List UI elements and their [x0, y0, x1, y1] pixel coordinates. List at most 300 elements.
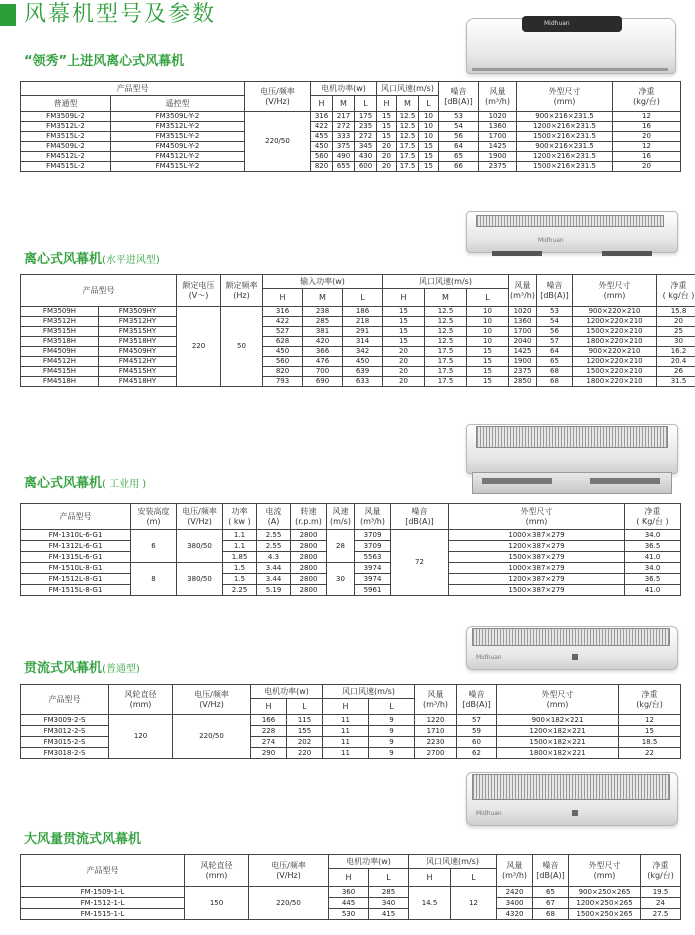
cell: 420	[303, 337, 343, 347]
cell: FM-1515L-8-G1	[21, 585, 131, 596]
cell: 2375	[479, 162, 517, 172]
cell: 900×182×221	[497, 715, 619, 726]
cell: 2420	[497, 887, 533, 898]
cell-voltage: 380/50	[177, 563, 223, 596]
cell: 12.5	[397, 122, 419, 132]
cell: 1200×216×231.5	[517, 122, 613, 132]
cell: 1500×182×221	[497, 737, 619, 748]
cell: 12.5	[425, 337, 467, 347]
header-voltage: 电压/频率 (V/Hz)	[249, 855, 329, 887]
cell: 30	[657, 337, 695, 347]
cell: 17.5	[397, 152, 419, 162]
cell: 20	[613, 162, 681, 172]
cell: 20	[377, 142, 397, 152]
cell: 316	[263, 307, 303, 317]
cell: FM4518H	[21, 377, 99, 387]
cell: 20	[383, 377, 425, 387]
cell: 53	[439, 112, 479, 122]
cell: FM4515L-2	[21, 162, 111, 172]
cell: FM-1515-1-L	[21, 909, 185, 920]
header-weight: 净重 (kg/台)	[619, 685, 681, 715]
cell: 291	[343, 327, 383, 337]
header-L: L	[451, 869, 497, 887]
spec-table-4	[20, 684, 681, 759]
section-title: 离心式风幕机(水平进风型)	[24, 252, 160, 267]
cell: FM3509H	[21, 307, 99, 317]
cell: 15	[467, 357, 509, 367]
cell: 12	[613, 142, 681, 152]
cell-speed: 30	[327, 563, 355, 596]
cell: 450	[263, 347, 303, 357]
cell: 15	[467, 377, 509, 387]
cell: 11	[323, 748, 369, 759]
cell: 422	[263, 317, 303, 327]
cell: 54	[439, 122, 479, 132]
cell: 60	[457, 737, 497, 748]
cell-speed: 28	[327, 530, 355, 563]
cell-voltage: 220/50	[245, 112, 311, 172]
cell: 527	[263, 327, 303, 337]
brand-logo: Midhuan	[476, 654, 502, 661]
cell: 1500×216×231.5	[517, 132, 613, 142]
cell: 19.5	[641, 887, 681, 898]
cell: 1500×220×210	[573, 327, 657, 337]
cell: FM3512L-2	[21, 122, 111, 132]
cell: 235	[355, 122, 377, 132]
header-M: M	[425, 289, 467, 307]
cell: 1000×387×279	[449, 530, 625, 541]
section-title: 大风量贯流式风幕机	[24, 832, 142, 847]
cell: 12.5	[397, 112, 419, 122]
cell: 12.5	[425, 327, 467, 337]
cell: 345	[355, 142, 377, 152]
cell: 10	[467, 307, 509, 317]
cell: 3709	[355, 541, 391, 552]
cell: 1425	[479, 142, 517, 152]
header-power: 电机功率(w)	[329, 855, 409, 869]
cell: FM4509HY	[99, 347, 177, 357]
header-noise: 噪音 [dB(A)]	[457, 685, 497, 715]
cell: 68	[537, 377, 573, 387]
cell: 793	[263, 377, 303, 387]
cell: 24	[641, 898, 681, 909]
cell: 20	[383, 367, 425, 377]
cell: 2.25	[223, 585, 257, 596]
cell: 15.8	[657, 307, 695, 317]
header-weight: 净重 ( kg/台 )	[657, 275, 695, 307]
cell: 10	[419, 122, 439, 132]
cell: 1.1	[223, 541, 257, 552]
cell: 15	[383, 307, 425, 317]
cell: 62	[457, 748, 497, 759]
cell-speed-h: 14.5	[409, 887, 451, 920]
cell: 20	[377, 162, 397, 172]
spec-table-3	[20, 503, 681, 596]
header-L: L	[287, 699, 323, 715]
cell: 65	[537, 357, 573, 367]
cell: 422	[311, 122, 333, 132]
cell-voltage: 380/50	[177, 530, 223, 563]
cell: 15	[377, 132, 397, 142]
cell: 820	[263, 367, 303, 377]
cell: FM3515HY	[99, 327, 177, 337]
cell: 820	[311, 162, 333, 172]
cell: 16	[613, 122, 681, 132]
cell: 17.5	[425, 357, 467, 367]
cell: FM3515L-2	[21, 132, 111, 142]
cell: 5563	[355, 552, 391, 563]
cell: 11	[323, 726, 369, 737]
header-size: 外型尺寸 (mm)	[569, 855, 641, 887]
cell: 340	[369, 898, 409, 909]
cell: FM3518HY	[99, 337, 177, 347]
cell: 20	[613, 132, 681, 142]
cell: 67	[533, 898, 569, 909]
cell: FM3009-2-S	[21, 715, 109, 726]
cell: 20	[383, 357, 425, 367]
cell: 238	[303, 307, 343, 317]
cell: FM3515L-Y-2	[111, 132, 245, 142]
cell: 1425	[509, 347, 537, 357]
header-H: H	[263, 289, 303, 307]
cell: 700	[303, 367, 343, 377]
cell: 17.5	[425, 347, 467, 357]
page-title: 风幕机型号及参数	[24, 2, 217, 27]
cell: 2700	[415, 748, 457, 759]
header-speed: 风口风速(m/s)	[377, 82, 439, 96]
header-weight: 净重 (kg/台)	[613, 82, 681, 112]
header-normal: 普通型	[21, 96, 111, 112]
cell: FM-1509-1-L	[21, 887, 185, 898]
cell: 68	[533, 909, 569, 920]
cell: 10	[467, 317, 509, 327]
cell: 15	[383, 337, 425, 347]
header-airflow: 风量 (m³/h)	[355, 504, 391, 530]
cell: 333	[333, 132, 355, 142]
cell: 65	[533, 887, 569, 898]
header-power: 功率 ( kw )	[223, 504, 257, 530]
cell: FM-1312L-6-G1	[21, 541, 131, 552]
header-H: H	[323, 699, 369, 715]
cell: 1500×387×279	[449, 585, 625, 596]
cell: 1900	[479, 152, 517, 162]
cell: 2800	[291, 563, 327, 574]
cell: 34.0	[625, 563, 681, 574]
header-H: H	[377, 96, 397, 112]
cell: 381	[303, 327, 343, 337]
header-size: 外型尺寸 (mm)	[517, 82, 613, 112]
header-noise: 噪音 [dB(A)]	[439, 82, 479, 112]
cell: FM-1512-1-L	[21, 898, 185, 909]
cell: 450	[343, 357, 383, 367]
header-M: M	[397, 96, 419, 112]
header-noise: 噪音 [dB(A)]	[537, 275, 573, 307]
cell: 10	[467, 337, 509, 347]
cell: 1500×250×265	[569, 909, 641, 920]
cell: 16.2	[657, 347, 695, 357]
cell: 2040	[509, 337, 537, 347]
cell: FM-1310L-6-G1	[21, 530, 131, 541]
header-voltage: 电压/频率 (V/Hz)	[173, 685, 251, 715]
cell: 900×216×231.5	[517, 142, 613, 152]
cell: FM3018-2-S	[21, 748, 109, 759]
header-weight: 净重 ( Kg/台 )	[625, 504, 681, 530]
cell: 9	[369, 726, 415, 737]
cell: 3974	[355, 563, 391, 574]
cell: FM4512HY	[99, 357, 177, 367]
cell: 11	[323, 715, 369, 726]
cell: 3.44	[257, 563, 291, 574]
cell: 2230	[415, 737, 457, 748]
cell: 314	[343, 337, 383, 347]
cell: 600	[355, 162, 377, 172]
cell: 1020	[479, 112, 517, 122]
cell: 25	[657, 327, 695, 337]
cell: FM3515H	[21, 327, 99, 337]
cell: 3709	[355, 530, 391, 541]
air-curtain-image-2	[462, 207, 680, 261]
cell: 3974	[355, 574, 391, 585]
header-H: H	[329, 869, 369, 887]
cell: 366	[303, 347, 343, 357]
cell: 15	[419, 142, 439, 152]
cell: 15	[383, 327, 425, 337]
header-power: 电机功率(w)	[251, 685, 323, 699]
cell-voltage: 220/50	[249, 887, 329, 920]
cell: 9	[369, 748, 415, 759]
cell: FM-1512L-8-G1	[21, 574, 131, 585]
header-voltage: 额定电压 (V～)	[177, 275, 221, 307]
cell: FM4512L-Y-2	[111, 152, 245, 162]
title-accent-bar	[0, 4, 16, 26]
cell: 20	[377, 152, 397, 162]
air-curtain-image-3	[462, 420, 680, 498]
cell: 15	[467, 367, 509, 377]
cell: 59	[457, 726, 497, 737]
header-L: L	[343, 289, 383, 307]
cell: 9	[369, 737, 415, 748]
header-size: 外型尺寸 (mm)	[497, 685, 619, 715]
header-speed: 风口风速(m/s)	[323, 685, 415, 699]
spec-table-1	[20, 81, 681, 172]
cell: FM4509L-2	[21, 142, 111, 152]
cell-diameter: 120	[109, 715, 173, 759]
cell: 15	[619, 726, 681, 737]
cell: 1.5	[223, 563, 257, 574]
cell: 166	[251, 715, 287, 726]
cell: 272	[355, 132, 377, 142]
cell: FM3512H	[21, 317, 99, 327]
header-H: H	[251, 699, 287, 715]
air-curtain-image-5	[462, 768, 680, 830]
cell: 12.5	[397, 132, 419, 142]
brand-logo: Midhuan	[538, 237, 564, 244]
header-airflow: 风量 (m³/h)	[497, 855, 533, 887]
cell: FM-1315L-6-G1	[21, 552, 131, 563]
header-noise: 噪音 [dB(A)]	[391, 504, 449, 530]
cell: 17.5	[425, 367, 467, 377]
cell: 2800	[291, 552, 327, 563]
cell: 57	[457, 715, 497, 726]
header-power: 电机功率(w)	[311, 82, 377, 96]
cell: 455	[311, 132, 333, 142]
cell: FM3518H	[21, 337, 99, 347]
cell: 56	[537, 327, 573, 337]
cell: 1360	[479, 122, 517, 132]
cell: 31.5	[657, 377, 695, 387]
cell: 2800	[291, 574, 327, 585]
header-M: M	[333, 96, 355, 112]
cell: 17.5	[425, 377, 467, 387]
cell: FM-1510L-8-G1	[21, 563, 131, 574]
cell: 1500×387×279	[449, 552, 625, 563]
cell: 1360	[509, 317, 537, 327]
header-airflow: 风量 (m³/h)	[415, 685, 457, 715]
cell: 115	[287, 715, 323, 726]
cell: 900×220×210	[573, 307, 657, 317]
header-size: 外型尺寸 (mm)	[449, 504, 625, 530]
cell: 415	[369, 909, 409, 920]
cell: 290	[251, 748, 287, 759]
cell: 1800×220×210	[573, 337, 657, 347]
cell: 20	[657, 317, 695, 327]
cell: 1000×387×279	[449, 563, 625, 574]
cell: 12.5	[425, 317, 467, 327]
cell: 17.5	[397, 162, 419, 172]
header-speed: 风口风速(m/s)	[383, 275, 509, 289]
cell: 56	[439, 132, 479, 142]
cell: 15	[419, 162, 439, 172]
cell: 530	[329, 909, 369, 920]
header-H: H	[383, 289, 425, 307]
cell: 3.44	[257, 574, 291, 585]
cell: 220	[287, 748, 323, 759]
cell: 285	[369, 887, 409, 898]
header-rpm: 转速 (r.p.m)	[291, 504, 327, 530]
cell: 10	[419, 132, 439, 142]
header-model: 产品型号	[21, 82, 245, 96]
cell: 1200×387×279	[449, 541, 625, 552]
cell: 12	[613, 112, 681, 122]
header-H: H	[409, 869, 451, 887]
header-L: L	[369, 699, 415, 715]
cell-height: 6	[131, 530, 177, 563]
cell: 15	[419, 152, 439, 162]
spec-table-2	[20, 274, 695, 387]
cell: 4.3	[257, 552, 291, 563]
cell: 1710	[415, 726, 457, 737]
header-model: 产品型号	[21, 855, 185, 887]
header-L: L	[467, 289, 509, 307]
cell: 2800	[291, 541, 327, 552]
header-H: H	[311, 96, 333, 112]
cell: 5.19	[257, 585, 291, 596]
cell: FM3509L-2	[21, 112, 111, 122]
cell: 690	[303, 377, 343, 387]
cell: 41.0	[625, 552, 681, 563]
cell: 1800×220×210	[573, 377, 657, 387]
cell-noise: 72	[391, 530, 449, 596]
cell: 1020	[509, 307, 537, 317]
cell: FM3512L-Y-2	[111, 122, 245, 132]
cell: 11	[323, 737, 369, 748]
cell: 20.4	[657, 357, 695, 367]
cell: 1200×220×210	[573, 357, 657, 367]
cell: FM3512HY	[99, 317, 177, 327]
cell: 560	[311, 152, 333, 162]
cell: 316	[311, 112, 333, 122]
header-airflow: 风量 (m³/h)	[509, 275, 537, 307]
header-model: 产品型号	[21, 685, 109, 715]
cell: 445	[329, 898, 369, 909]
header-frequency: 额定频率 (Hz)	[221, 275, 263, 307]
brand-logo: Midhuan	[476, 810, 502, 817]
section-title: 贯流式风幕机(普通型)	[24, 661, 140, 676]
header-diameter: 风轮直径 (mm)	[109, 685, 173, 715]
cell: 15	[377, 112, 397, 122]
cell: FM3015-2-S	[21, 737, 109, 748]
cell: 490	[333, 152, 355, 162]
cell: 272	[333, 122, 355, 132]
cell: FM4512H	[21, 357, 99, 367]
cell: FM4515HY	[99, 367, 177, 377]
cell: 476	[303, 357, 343, 367]
cell: 4320	[497, 909, 533, 920]
cell: 1200×220×210	[573, 317, 657, 327]
air-curtain-image-1	[462, 12, 680, 82]
cell: 27.5	[641, 909, 681, 920]
cell: 3400	[497, 898, 533, 909]
cell: 53	[537, 307, 573, 317]
header-weight: 净重 (kg/台)	[641, 855, 681, 887]
cell: FM4509H	[21, 347, 99, 357]
cell: 1200×216×231.5	[517, 152, 613, 162]
cell: 65	[439, 152, 479, 162]
cell: 1.85	[223, 552, 257, 563]
cell: 285	[303, 317, 343, 327]
cell: 2850	[509, 377, 537, 387]
cell: 186	[343, 307, 383, 317]
cell: 639	[343, 367, 383, 377]
cell: 1.5	[223, 574, 257, 585]
header-speed: 风速 (m/s)	[327, 504, 355, 530]
header-current: 电流 (A)	[257, 504, 291, 530]
cell: FM4515L-Y-2	[111, 162, 245, 172]
cell: 15	[467, 347, 509, 357]
cell: 2.55	[257, 530, 291, 541]
cell: 1.1	[223, 530, 257, 541]
header-power: 输入功率(w)	[263, 275, 383, 289]
cell: 655	[333, 162, 355, 172]
cell: 900×250×265	[569, 887, 641, 898]
cell: 1220	[415, 715, 457, 726]
cell: 1200×182×221	[497, 726, 619, 737]
cell: 20	[383, 347, 425, 357]
cell: 22	[619, 748, 681, 759]
cell: FM4512L-2	[21, 152, 111, 162]
cell: 202	[287, 737, 323, 748]
header-voltage: 电压/频率 (V/Hz)	[177, 504, 223, 530]
cell: 57	[537, 337, 573, 347]
air-curtain-image-4	[462, 622, 680, 676]
cell: 9	[369, 715, 415, 726]
cell: 26	[657, 367, 695, 377]
cell: 36.5	[625, 541, 681, 552]
cell: 12	[619, 715, 681, 726]
cell: 12.5	[425, 307, 467, 317]
header-speed: 风口风速(m/s)	[409, 855, 497, 869]
header-noise: 噪音 [dB(A)]	[533, 855, 569, 887]
